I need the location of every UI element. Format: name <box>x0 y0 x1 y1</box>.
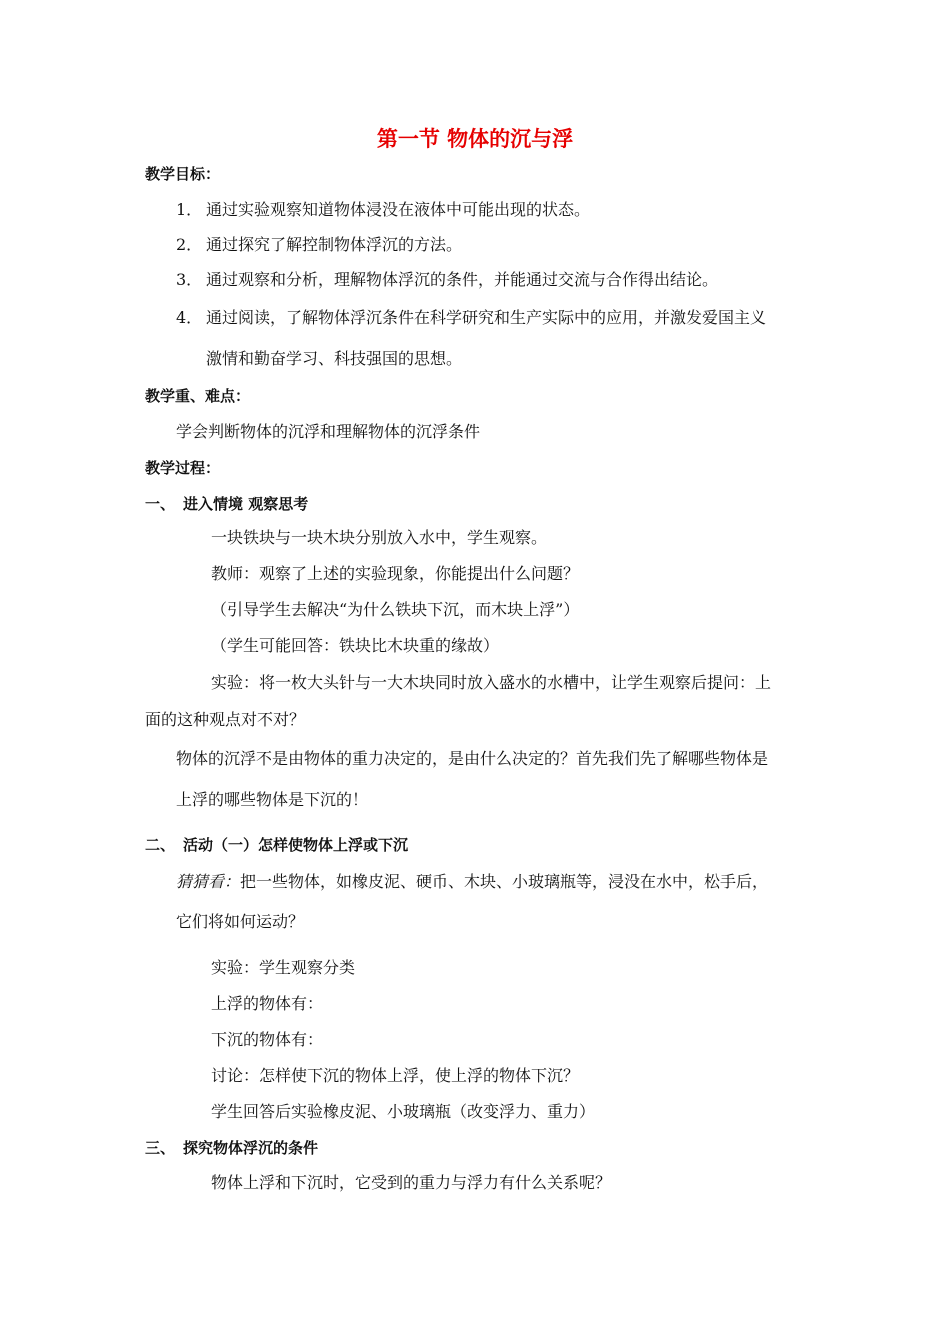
paragraph-line: 实验：学生观察分类 <box>211 958 356 977</box>
objective-text: 通过实验观察知道物体浸没在液体中可能出现的状态。 <box>206 200 591 219</box>
objective-text: 通过观察和分析，理解物体浮沉的条件，并能通过交流与合作得出结论。 <box>206 270 719 289</box>
paragraph-line <box>176 872 768 892</box>
paragraph-line: 它们将如何运动？ <box>176 912 305 931</box>
paragraph-line: 教师：观察了上述的实验现象，你能提出什么问题？ <box>211 564 580 583</box>
objective-item <box>176 200 590 220</box>
objective-item <box>176 270 718 290</box>
page-title: 第一节 物体的沉与浮 <box>376 127 574 151</box>
section-number: 三、 <box>145 1139 176 1157</box>
objective-item <box>176 308 766 328</box>
keypoints-text: 学会判断物体的沉浮和理解物体的沉浮条件 <box>176 422 481 441</box>
paragraph-line: 一块铁块与一块木块分别放入水中，学生观察。 <box>211 528 548 547</box>
paragraph-line: 物体的沉浮不是由物体的重力决定的，是由什么决定的？首先我们先了解哪些物体是 <box>176 749 769 768</box>
process-heading: 教学过程： <box>145 459 221 477</box>
section-heading <box>145 494 308 514</box>
section-title: 探究物体浮沉的条件 <box>183 1139 319 1157</box>
section-title: 进入情境 观察思考 <box>183 495 309 513</box>
paragraph-line: 实验：将一枚大头针与一大木块同时放入盛水的水槽中，让学生观察后提问：上 <box>211 673 772 692</box>
section-number: 一、 <box>145 495 176 513</box>
guess-text: 把一些物体，如橡皮泥、硬币、木块、小玻璃瓶等，浸没在水中，松手后， <box>240 872 769 891</box>
paragraph-line: 上浮的物体有： <box>211 994 324 1013</box>
guess-label: 猜猜看： <box>176 872 241 891</box>
objective-text: 通过探究了解控制物体浮沉的方法。 <box>206 235 463 254</box>
objective-number: 3． <box>176 270 203 289</box>
paragraph-line: 上浮的哪些物体是下沉的！ <box>176 790 369 809</box>
paragraph-line: 讨论：怎样使下沉的物体上浮，使上浮的物体下沉？ <box>211 1066 580 1085</box>
section-number: 二、 <box>145 836 176 854</box>
paragraph-line: 物体上浮和下沉时，它受到的重力与浮力有什么关系呢？ <box>211 1173 612 1192</box>
objective-continuation: 激情和勤奋学习、科技强国的思想。 <box>206 349 463 368</box>
objective-item <box>176 235 462 255</box>
section-title: 活动（一）怎样使物体上浮或下沉 <box>183 836 409 854</box>
section-heading <box>145 1138 318 1158</box>
paragraph-line: 下沉的物体有： <box>211 1030 324 1049</box>
keypoints-heading: 教学重、难点： <box>145 387 251 405</box>
objective-number: 1． <box>176 200 203 219</box>
objective-number: 2． <box>176 235 203 254</box>
objectives-heading: 教学目标： <box>145 165 221 183</box>
paragraph-line: 学生回答后实验橡皮泥、小玻璃瓶（改变浮力、重力） <box>211 1102 596 1121</box>
paragraph-line: 面的这种观点对不对？ <box>145 710 306 729</box>
objective-text: 通过阅读，了解物体浮沉条件在科学研究和生产实际中的应用，并激发爱国主义 <box>206 308 767 327</box>
objective-number: 4． <box>176 308 203 327</box>
paragraph-line: （引导学生去解决“为什么铁块下沉，而木块上浮”） <box>211 600 580 619</box>
paragraph-line: （学生可能回答：铁块比木块重的缘故） <box>211 636 500 655</box>
section-heading <box>145 835 408 855</box>
